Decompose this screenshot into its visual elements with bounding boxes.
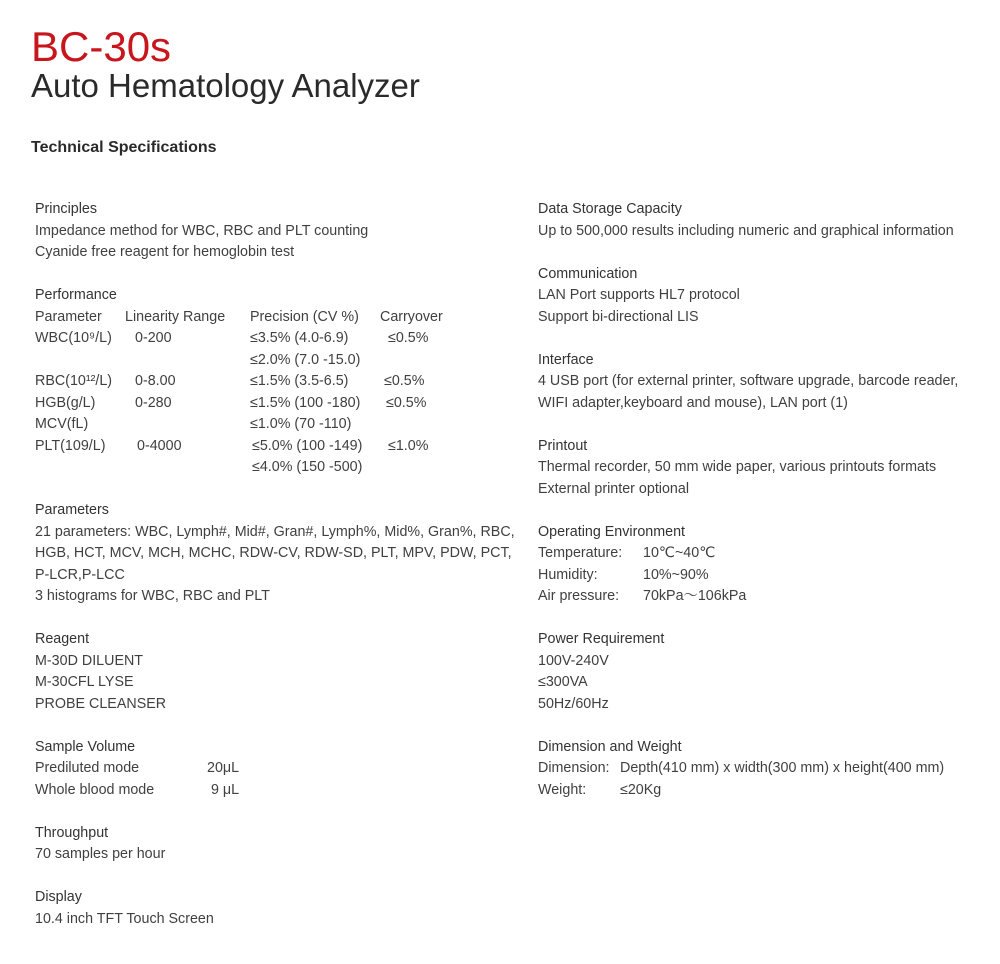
table-row [35, 436, 505, 458]
cell-range [125, 350, 250, 372]
principles-block [35, 199, 505, 264]
environment-label: Humidity: [538, 566, 598, 583]
right-column [538, 199, 988, 823]
reagent-line: M-30CFL LYSE [35, 674, 134, 690]
header-linearity: Linearity Range [125, 308, 226, 325]
cell-carryover [380, 414, 460, 436]
environment-block [538, 522, 988, 608]
cell-parameter [35, 350, 125, 372]
reagent-line: M-30D DILUENT [35, 652, 144, 669]
reagent-title: Reagent [35, 631, 90, 647]
power-line: 100V-240V [538, 652, 609, 669]
dimension-label: Dimension: [538, 760, 610, 776]
environment-title: Operating Environment [538, 523, 686, 540]
cell-carryover: ≤0.5% [384, 373, 425, 389]
reagent-line: PROBE CLEANSER [35, 695, 167, 712]
product-name: Auto Hematology Analyzer [31, 67, 420, 104]
weight-value: ≤20Kg [620, 781, 662, 798]
performance-block [35, 285, 505, 479]
display-block [35, 887, 505, 930]
environment-label: Air pressure: [538, 588, 620, 604]
environment-value: 70kPa～106kPa [643, 588, 747, 604]
storage-block [538, 199, 988, 242]
communication-line: Support bi-directional LIS [538, 308, 699, 325]
display-line: 10.4 inch TFT Touch Screen [35, 910, 214, 927]
parameters-line: 3 histograms for WBC, RBC and PLT [35, 588, 270, 604]
throughput-block [35, 823, 505, 866]
cell-precision: ≤5.0% (100 -149) [252, 437, 363, 454]
cell-range [125, 414, 250, 436]
header-parameter: Parameter [35, 308, 102, 325]
cell-parameter: RBC(10¹²/L) [35, 373, 113, 389]
sample-volume-item [35, 758, 505, 780]
principles-line: Impedance method for WBC, RBC and PLT counting [35, 222, 369, 239]
display-title: Display [35, 889, 82, 905]
interface-line: 4 USB port (for external printer, software upgrade, barcode reader, [538, 373, 959, 389]
table-row [35, 393, 505, 415]
cell-range: 0-200 [135, 330, 172, 346]
parameters-block [35, 500, 515, 608]
interface-line: WIFI adapter,keyboard and mouse), LAN port (1) [538, 394, 848, 411]
cell-precision: ≤3.5% (4.0-6.9) [250, 330, 349, 346]
cell-range: 0-8.00 [135, 373, 176, 389]
throughput-title: Throughput [35, 824, 109, 841]
communication-line: LAN Port supports HL7 protocol [538, 287, 740, 303]
left-column [35, 199, 515, 952]
dimension-item [538, 780, 988, 802]
environment-value: 10℃~40℃ [643, 545, 716, 561]
parameters-line: 21 parameters: WBC, Lymph#, Mid#, Gran#, Lymph%, Mid%, Gran%, RBC, [35, 523, 515, 540]
sample-volume-title: Sample Volume [35, 738, 136, 755]
sample-volume-block [35, 737, 505, 802]
cell-precision: ≤1.5% (100 -180) [250, 394, 361, 411]
sample-volume-value: 9 μL [207, 781, 240, 798]
section-heading: Technical Specifications [31, 139, 217, 156]
sample-volume-label: Whole blood mode [35, 781, 155, 798]
power-block [538, 629, 988, 715]
header-precision: Precision (CV %) [250, 308, 359, 325]
principles-line: Cyanide free reagent for hemoglobin test [35, 244, 295, 260]
cell-precision: ≤4.0% (150 -500) [252, 459, 363, 475]
interface-block [538, 350, 988, 415]
communication-block [538, 264, 988, 329]
environment-label: Temperature: [538, 545, 623, 561]
dimension-title: Dimension and Weight [538, 738, 682, 755]
printout-line: External printer optional [538, 480, 689, 497]
environment-item [538, 543, 988, 565]
performance-title: Performance [35, 287, 117, 303]
table-row [35, 371, 505, 393]
interface-title: Interface [538, 351, 594, 368]
parameters-line: HGB, HCT, MCV, MCH, MCHC, RDW-CV, RDW-SD, PLT, MPV, PDW, PCT, [35, 545, 512, 561]
throughput-line: 70 samples per hour [35, 846, 166, 862]
cell-carryover [380, 457, 460, 479]
table-row [35, 328, 505, 350]
power-line: ≤300VA [538, 674, 588, 690]
parameters-line: P-LCR,P-LCC [35, 566, 125, 583]
printout-title: Printout [538, 437, 588, 454]
storage-line: Up to 500,000 results including numeric and graphical information [538, 222, 954, 239]
model-title: BC-30s [31, 23, 172, 70]
cell-carryover [380, 350, 460, 372]
cell-range: 0-4000 [137, 437, 182, 454]
cell-parameter: MCV(fL) [35, 416, 89, 432]
table-row [35, 350, 505, 372]
cell-precision: ≤1.5% (3.5-6.5) [250, 373, 349, 389]
cell-carryover: ≤1.0% [388, 437, 429, 454]
cell-precision: ≤1.0% (70 -110) [250, 416, 352, 432]
power-title: Power Requirement [538, 631, 665, 647]
dimension-block [538, 737, 988, 802]
environment-value: 10%~90% [643, 566, 709, 583]
cell-parameter: HGB(g/L) [35, 394, 96, 411]
environment-item [538, 565, 988, 587]
cell-parameter [35, 457, 125, 479]
printout-block [538, 436, 988, 501]
cell-parameter: PLT(109/L) [35, 437, 106, 454]
weight-label: Weight: [538, 781, 587, 798]
principles-title: Principles [35, 201, 97, 217]
performance-header-row [35, 307, 505, 329]
table-row [35, 457, 505, 479]
environment-item [538, 586, 988, 608]
cell-parameter: WBC(10⁹/L) [35, 330, 112, 346]
table-row [35, 414, 505, 436]
cell-carryover: ≤0.5% [386, 394, 427, 411]
cell-carryover: ≤0.5% [388, 330, 429, 346]
cell-precision: ≤2.0% (7.0 -15.0) [250, 351, 361, 368]
dimension-item [538, 758, 988, 780]
sample-volume-item [35, 780, 505, 802]
dimension-value: Depth(410 mm) x width(300 mm) x height(400 mm) [620, 760, 945, 776]
printout-line: Thermal recorder, 50 mm wide paper, various printouts formats [538, 459, 937, 475]
power-line: 50Hz/60Hz [538, 695, 609, 712]
sample-volume-label: Prediluted mode [35, 760, 140, 776]
cell-range [125, 457, 250, 479]
communication-title: Communication [538, 265, 638, 282]
storage-title: Data Storage Capacity [538, 201, 682, 217]
parameters-title: Parameters [35, 502, 109, 518]
cell-range: 0-280 [135, 394, 172, 411]
sample-volume-value: 20μL [207, 760, 240, 776]
reagent-block [35, 629, 505, 715]
header-carryover: Carryover [380, 308, 443, 325]
